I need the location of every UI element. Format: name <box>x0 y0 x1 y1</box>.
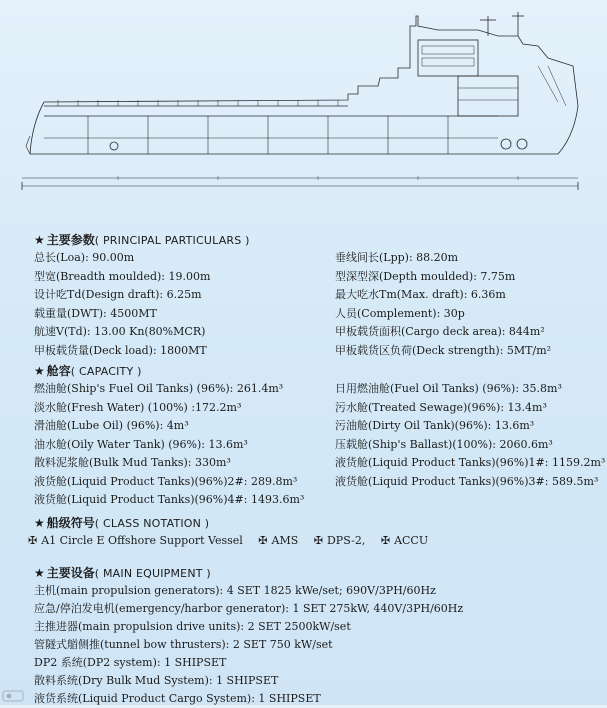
class-notation-section <box>28 514 594 550</box>
table-row: 散料泥浆舱(Bulk Mud Tanks): 330m³ 液货舱(Liquid Product Tanks)(96%)1#: 1159.2m³ <box>34 456 606 469</box>
table-row: 油水舱(Oily Water Tank) (96%): 13.6m³ 压载舱(Ship's Ballast)(100%): 2060.6m³ <box>34 437 553 451</box>
table-row: 航速V(Td): 13.00 Kn(80%MCR) 甲板载货面积(Cargo deck area): 844m² <box>34 325 545 338</box>
principal-particulars-section <box>34 231 594 360</box>
table-row: 燃油舱(Ship's Fuel Oil Tanks) (96%): 261.4m³ 日用燃油舱(Fuel Oil Tanks) (96%): 35.8m³ <box>34 382 562 395</box>
main-equipment-list <box>34 582 594 708</box>
list-item: DP2 系统(DP2 system): 1 SHIPSET <box>34 656 227 669</box>
list-item: 液货系统(Liquid Product Cargo System): 1 SHIPSET <box>34 692 321 705</box>
principal-particulars-table <box>34 249 594 360</box>
capacity-section <box>34 362 606 510</box>
watermark-logo <box>2 689 24 703</box>
maltese-cross-icon: ✠ <box>28 534 38 547</box>
list-item: 管隧式艏侧推(tunnel bow thrusters): 2 SET 750 kW/set <box>34 638 333 651</box>
main-equipment-section <box>34 564 594 708</box>
star-icon: ★ <box>34 516 45 530</box>
table-row: 液货舱(Liquid Product Tanks)(96%)4#: 1493.6m³ <box>34 493 305 506</box>
star-icon: ★ <box>34 566 45 580</box>
capacity-title: ★ 舱容( CAPACITY ) <box>34 364 142 378</box>
main-equipment-title: ★ 主要设备( MAIN EQUIPMENT ) <box>34 566 211 580</box>
table-row: 载重量(DWT): 4500MT 人员(Complement): 30p <box>34 306 465 320</box>
capacity-table <box>34 380 606 510</box>
table-row: 滑油舱(Lube Oil) (96%): 4m³ 污油舱(Dirty Oil Tank)(96%): 13.6m³ <box>34 419 535 432</box>
principal-particulars-title: ★ 主要参数( PRINCIPAL PARTICULARS ) <box>34 233 250 247</box>
list-item: 主机(main propulsion generators): 4 SET 1825 kWe/set; 690V/3PH/60Hz <box>34 584 436 597</box>
maltese-cross-icon: ✠ <box>380 534 391 547</box>
maltese-cross-icon: ✠ <box>258 534 268 547</box>
star-icon: ★ <box>34 233 45 247</box>
class-notation-list: ✠ A1 Circle E Offshore Support Vessel ✠ AMS ✠ DPS-2, ✠ ACCU <box>28 532 594 550</box>
list-item: 散料系统(Dry Bulk Mud System): 1 SHIPSET <box>34 674 279 687</box>
star-icon: ★ <box>34 364 45 378</box>
table-row: 淡水舱(Fresh Water) (100%) :172.2m³ 污水舱(Treated Sewage)(96%): 13.4m³ <box>34 400 547 414</box>
table-row: 型宽(Breadth moulded): 19.00m 型深型深(Depth moulded): 7.75m <box>34 269 516 283</box>
list-item: 主推进器(main propulsion drive units): 2 SET 2500kW/set <box>34 620 351 633</box>
ship-profile-drawing <box>18 6 598 196</box>
table-row: 总长(Loa): 90.00m 垂线间长(Lpp): 88.20m <box>34 251 459 264</box>
class-notation-title: ★ 船级符号( CLASS NOTATION ) <box>34 516 210 530</box>
table-row: 甲板载货量(Deck load): 1800MT 甲板载货区负荷(Deck strength): 5MT/m² <box>34 343 552 357</box>
maltese-cross-icon: ✠ <box>313 534 323 547</box>
list-item: 应急/停泊发电机(emergency/harbor generator): 1 SET 275kW, 440V/3PH/60Hz <box>34 602 464 615</box>
table-row: 设计吃Td(Design draft): 6.25m 最大吃水Tm(Max. draft): 6.36m <box>34 288 506 301</box>
table-row: 液货舱(Liquid Product Tanks)(96%)2#: 289.8m³ 液货舱(Liquid Product Tanks)(96%)3#: 589.5m³ <box>34 474 599 488</box>
